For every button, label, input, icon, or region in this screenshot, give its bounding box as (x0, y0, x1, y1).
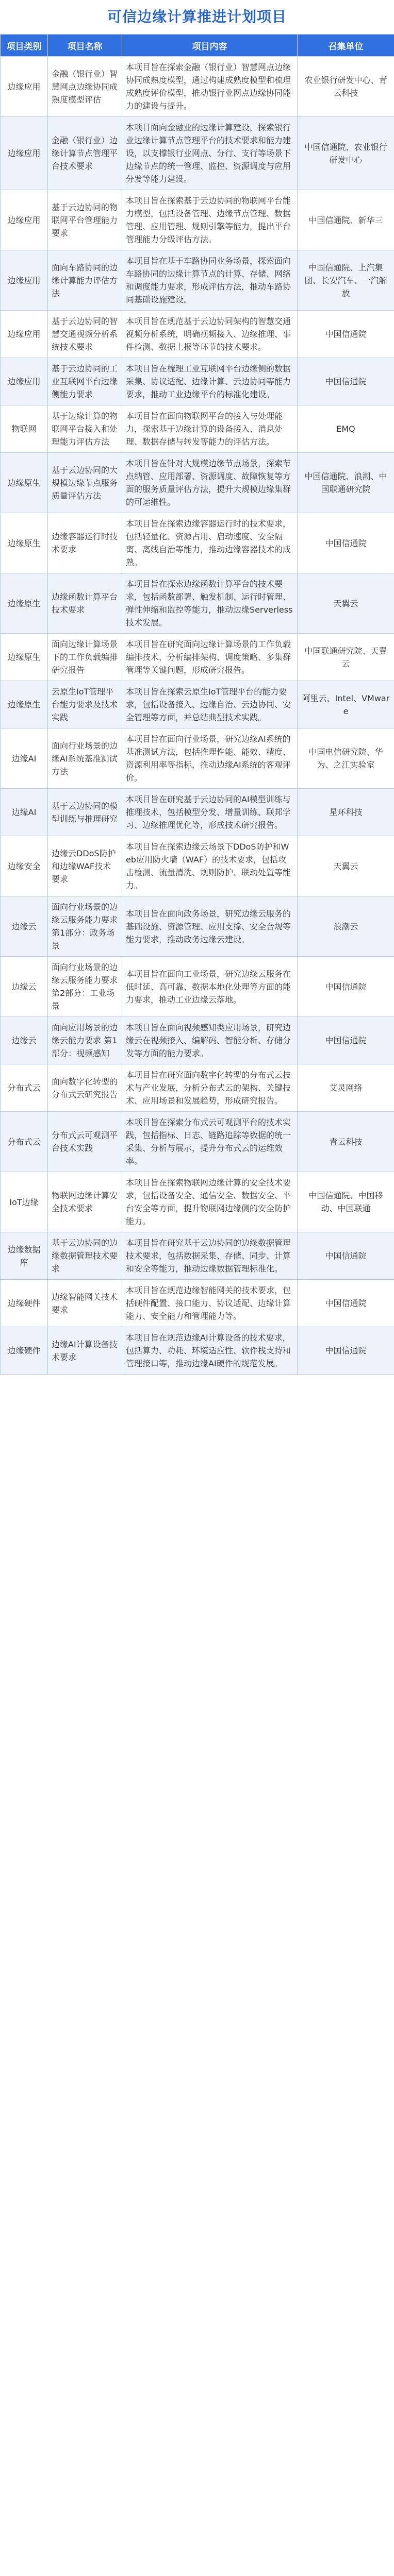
project-category: 边缘云 (1, 896, 48, 957)
project-content: 本项目旨在研究基于云边协同的边缘数据管理技术要求，包括数据采集、存储、同步、计算和安全等能力，推动边缘数据管理标准化。 (122, 1232, 298, 1280)
project-unit: 浪潮云 (298, 896, 394, 957)
table-row (1, 1172, 394, 1232)
project-name: 基于边缘计算的物联网平台接入和处理能力评估方法 (48, 405, 122, 453)
project-category: IoT边缘 (1, 1172, 48, 1232)
project-unit: 农业银行研发中心、青云科技 (298, 57, 394, 117)
project-name: 面向应用场景的边缘云能力要求 第1部分：视频感知 (48, 1017, 122, 1064)
project-name: 物联网边缘计算安全技术要求 (48, 1172, 122, 1232)
project-name: 基于云边协同的大规模边缘节点服务质量评估方法 (48, 453, 122, 513)
project-name: 边缘AI计算设备技术要求 (48, 1327, 122, 1375)
project-table (0, 34, 394, 1375)
project-category: 边缘AI (1, 728, 48, 789)
table-row (1, 1064, 394, 1112)
table-row (1, 573, 394, 634)
project-name: 基于云边协同的边缘数据管理技术要求 (48, 1232, 122, 1280)
project-content: 本项目旨在面向视频感知类应用场景，研究边缘云在视频接入、编解码、智能分析、存储分发等方面的能力要求。 (122, 1017, 298, 1064)
project-content: 本项目旨在探索基于云边协同的物联网平台能力模型，包括设备管理、边缘节点管理、数据管理、应用管理、规则引擎等能力，提出平台管理能力分级评估方法。 (122, 190, 298, 250)
project-category: 边缘应用 (1, 190, 48, 250)
header-unit: 召集单位 (298, 35, 394, 57)
project-name: 基于云边协同的智慧交通视频分析系统技术要求 (48, 311, 122, 358)
project-unit: 中国信通院 (298, 513, 394, 573)
project-content: 本项目旨在规范基于云边协同架构的智慧交通视频分析系统，明确视频接入、边缘推理、事件检测、数据上报等环节的技术要求。 (122, 311, 298, 358)
project-category: 边缘应用 (1, 311, 48, 358)
project-content: 本项目旨在研究面向边缘计算场景的工作负载编排技术，分析编排架构、调度策略、多集群管理等关键问题，形成研究报告。 (122, 634, 298, 681)
table-row (1, 117, 394, 190)
project-category: 边缘硬件 (1, 1280, 48, 1327)
table-row (1, 896, 394, 957)
table-row (1, 1232, 394, 1280)
project-content: 本项目旨在探索边缘容器运行时的技术要求，包括轻量化、资源占用、启动速度、安全隔离、离线自治等能力，推动边缘容器技术的成熟。 (122, 513, 298, 573)
table-row (1, 57, 394, 117)
page-title: 可信边缘计算推进计划项目 (107, 8, 287, 25)
project-name: 面向边缘计算场景下的工作负载编排研究报告 (48, 634, 122, 681)
project-name: 金融（银行业）智慧网点边缘协同成熟度模型评估 (48, 57, 122, 117)
project-category: 边缘原生 (1, 453, 48, 513)
project-category: 边缘原生 (1, 573, 48, 634)
header-category: 项目类别 (1, 35, 48, 57)
project-content: 本项目旨在面向物联网平台的接入与处理能力，探索基于边缘计算的设备接入、消息处理、数据存储与转发等能力的评估方法。 (122, 405, 298, 453)
project-category: 物联网 (1, 405, 48, 453)
project-unit: 中国信通院、上汽集团、长安汽车、一汽解放 (298, 250, 394, 311)
project-unit: 中国信通院 (298, 957, 394, 1017)
project-content: 本项目旨在规范边缘智能网关的技术要求，包括硬件配置、接口能力、协议适配、边缘计算能力、安全能力和管理能力等。 (122, 1280, 298, 1327)
table-row (1, 1280, 394, 1327)
project-unit: 中国信通院 (298, 311, 394, 358)
project-unit: 中国电信研究院、华为、之江实验室 (298, 728, 394, 789)
table-row (1, 1112, 394, 1172)
project-unit: 中国信通院、中国移动、中国联通 (298, 1172, 394, 1232)
header-name: 项目名称 (48, 35, 122, 57)
project-category: 边缘应用 (1, 358, 48, 405)
project-category: 边缘应用 (1, 250, 48, 311)
table-row (1, 957, 394, 1017)
project-content: 本项目旨在针对大规模边缘节点场景，探索节点纳管、应用部署、资源调度、故障恢复等方面的服务质量评估方法，提升大规模边缘集群的可运维性。 (122, 453, 298, 513)
table-row (1, 250, 394, 311)
project-content: 本项目旨在面向工业场景，研究边缘云服务在低时延、高可靠、数据本地化处理等方面的能力要求，推动工业边缘云落地。 (122, 957, 298, 1017)
table-row (1, 190, 394, 250)
table-row (1, 728, 394, 789)
project-unit: 中国信通院、浪潮、中国联通研究院 (298, 453, 394, 513)
project-name: 面向行业场景的边缘云服务能力要求 第2部分：工业场景 (48, 957, 122, 1017)
project-content: 本项目旨在研究基于云边协同的AI模型训练与推理技术，包括模型分发、增量训练、联邦学习、边缘推理优化等，形成技术研究报告。 (122, 789, 298, 836)
project-category: 边缘数据库 (1, 1232, 48, 1280)
project-unit: 天翼云 (298, 836, 394, 896)
project-content: 本项目旨在探索金融（银行业）智慧网点边缘协同成熟度模型，通过构建成熟度模型和梳理成熟度评价模型，推动银行业网点边缘协同能力的建设与提升。 (122, 57, 298, 117)
project-name: 基于云边协同的模型训练与推理研究 (48, 789, 122, 836)
table-row (1, 453, 394, 513)
table-header-row (1, 35, 394, 57)
project-unit: EMQ (298, 405, 394, 453)
project-unit: 中国信通院 (298, 1232, 394, 1280)
project-content: 本项目旨在探索边缘函数计算平台的技术要求，包括函数部署、触发机制、运行时管理、弹性伸缩和监控等能力，推动边缘Serverless技术发展。 (122, 573, 298, 634)
project-name: 边缘容器运行时技术要求 (48, 513, 122, 573)
project-unit: 青云科技 (298, 1112, 394, 1172)
project-category: 分布式云 (1, 1112, 48, 1172)
project-category: 边缘应用 (1, 117, 48, 190)
table-row (1, 405, 394, 453)
project-name: 金融（银行业）边缘计算节点管理平台技术要求 (48, 117, 122, 190)
project-category: 边缘云 (1, 957, 48, 1017)
table-row (1, 1017, 394, 1064)
project-unit: 艾灵网络 (298, 1064, 394, 1112)
table-row (1, 789, 394, 836)
table-row (1, 1327, 394, 1375)
project-content: 本项目旨在面向行业场景，研究边缘AI系统的基准测试方法，包括推理性能、能效、精度、资源利用率等指标，推动边缘AI系统的客观评价。 (122, 728, 298, 789)
project-category: 边缘安全 (1, 836, 48, 896)
table-row (1, 634, 394, 681)
project-unit: 星环科技 (298, 789, 394, 836)
table-row (1, 358, 394, 405)
project-unit: 天翼云 (298, 573, 394, 634)
project-name: 边缘智能网关技术要求 (48, 1280, 122, 1327)
project-name: 基于云边协同的物联网平台管理能力要求 (48, 190, 122, 250)
project-name: 云原生IoT管理平台能力要求及技术实践 (48, 681, 122, 728)
project-category: 边缘硬件 (1, 1327, 48, 1375)
table-row (1, 681, 394, 728)
project-name: 基于云边协同的工业互联网平台边缘侧能力要求 (48, 358, 122, 405)
project-category: 边缘云 (1, 1017, 48, 1064)
table-row (1, 836, 394, 896)
project-content: 本项目旨在基于车路协同业务场景，探索面向车路协同的边缘计算节点的计算、存储、网络和调度能力要求，形成评估方法，推动车路协同基础设施建设。 (122, 250, 298, 311)
project-content: 本项目旨在研究面向数字化转型的分布式云技术与产业发展，分析分布式云的架构、关键技术、应用场景和发展趋势，形成研究报告。 (122, 1064, 298, 1112)
project-name: 边缘函数计算平台技术要求 (48, 573, 122, 634)
project-name: 面向行业场景的边缘云服务能力要求 第1部分：政务场景 (48, 896, 122, 957)
project-name: 面向数字化转型的分布式云研究报告 (48, 1064, 122, 1112)
project-category: 边缘应用 (1, 57, 48, 117)
project-content: 本项目面向金融业的边缘计算建设，探索银行业边缘计算节点管理平台的技术要求和能力建设，以支撑银行业网点、分行、支行等场景下边缘节点的统一管理、监控、资源调度与应用分发等能力建设。 (122, 117, 298, 190)
project-content: 本项目旨在探索边缘云场景下DDoS防护和Web应用防火墙（WAF）的技术要求，包括攻击检测、流量清洗、规则防护、联动处置等能力。 (122, 836, 298, 896)
project-unit: 中国信通院 (298, 1327, 394, 1375)
project-unit: 中国信通院 (298, 1280, 394, 1327)
header-content: 项目内容 (122, 35, 298, 57)
project-unit: 阿里云、Intel、VMware (298, 681, 394, 728)
project-content: 本项目旨在梳理工业互联网平台边缘侧的数据采集、协议适配、边缘计算、云边协同等能力要求，推动工业边缘平台的标准化建设。 (122, 358, 298, 405)
project-unit: 中国信通院、农业银行研发中心 (298, 117, 394, 190)
project-category: 边缘原生 (1, 634, 48, 681)
project-name: 边缘云DDoS防护和边缘WAF技术要求 (48, 836, 122, 896)
project-name: 分布式云可观测平台技术实践 (48, 1112, 122, 1172)
project-content: 本项目旨在规范边缘AI计算设备的技术要求，包括算力、功耗、环境适应性、软件栈支持和管理接口等，推动边缘AI硬件的规范发展。 (122, 1327, 298, 1375)
project-category: 边缘原生 (1, 513, 48, 573)
project-unit: 中国信通院 (298, 1017, 394, 1064)
project-unit: 中国信通院 (298, 358, 394, 405)
project-name: 面向车路协同的边缘计算能力评估方法 (48, 250, 122, 311)
project-category: 分布式云 (1, 1064, 48, 1112)
project-category: 边缘原生 (1, 681, 48, 728)
table-row (1, 311, 394, 358)
table-row (1, 513, 394, 573)
project-content: 本项目旨在探索云原生IoT管理平台的能力要求，包括设备接入、边缘自治、云边协同、安全管理等方面，并总结典型技术实践。 (122, 681, 298, 728)
project-content: 本项目旨在探索物联网边缘计算的安全技术要求，包括设备安全、通信安全、数据安全、平台安全等方面，提升物联网边缘侧的安全防护能力。 (122, 1172, 298, 1232)
project-content: 本项目旨在面向政务场景，研究边缘云服务的基础设施、资源管理、应用支撑、安全合规等能力要求，推动政务边缘云建设。 (122, 896, 298, 957)
project-name: 面向行业场景的边缘AI系统基准测试方法 (48, 728, 122, 789)
project-content: 本项目旨在探索分布式云可观测平台的技术实践，包括指标、日志、链路追踪等数据的统一采集、分析与展示，提升分布式云的运维效率。 (122, 1112, 298, 1172)
project-unit: 中国联通研究院、天翼云 (298, 634, 394, 681)
project-category: 边缘AI (1, 789, 48, 836)
project-unit: 中国信通院、新华三 (298, 190, 394, 250)
